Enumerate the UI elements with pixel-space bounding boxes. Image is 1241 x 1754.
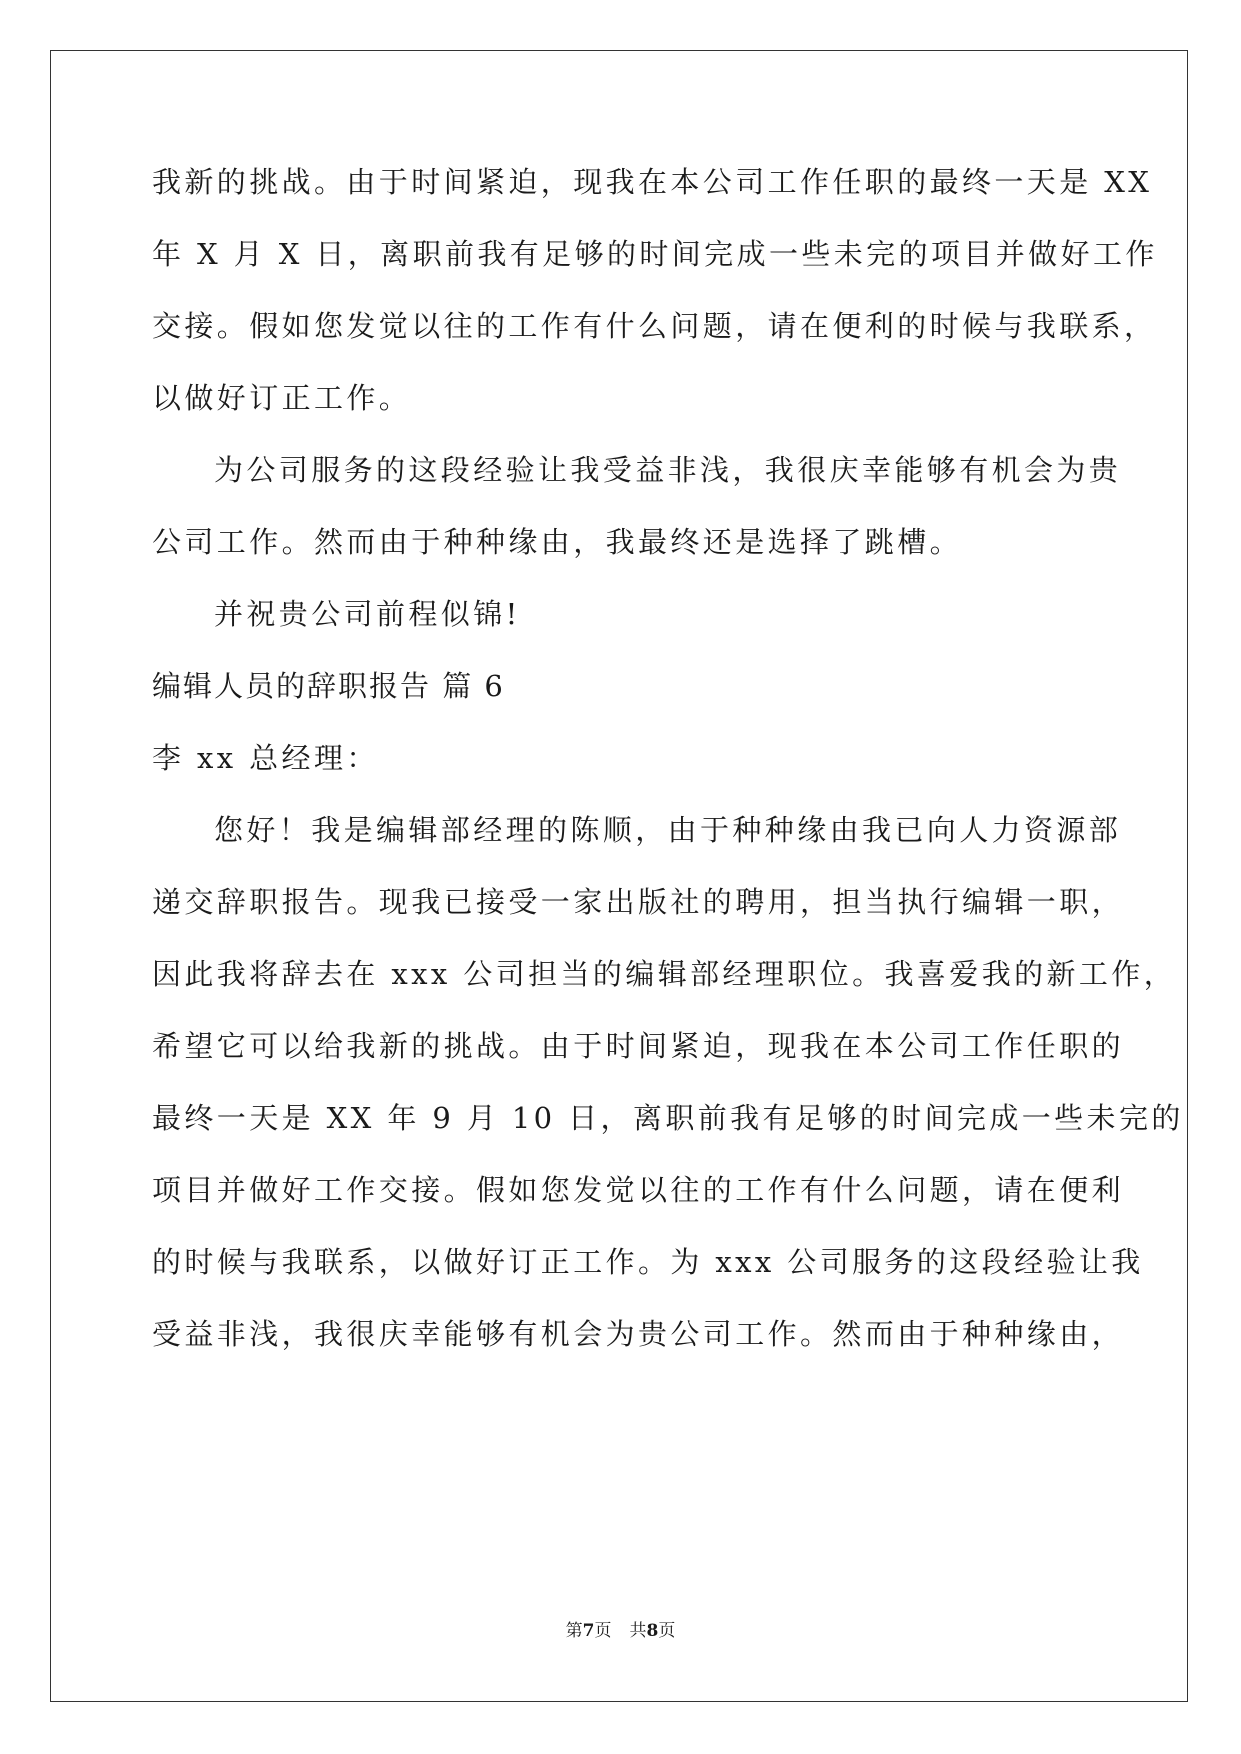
paragraph-first-line: 您好！我是编辑部经理的陈顺，由于种种缘由我已向人力资源部: [214, 813, 1122, 847]
text-line: 的时候与我联系，以做好订正工作。为 xxx 公司服务的这段经验让我: [152, 1245, 1144, 1279]
page-suffix: 页: [594, 1621, 612, 1641]
current-page-number: 7: [582, 1621, 595, 1641]
page-border: [50, 50, 1188, 1702]
text-line: 以做好订正工作。: [152, 381, 412, 415]
text-line: 因此我将辞去在 xxx 公司担当的编辑部经理职位。我喜爱我的新工作，: [152, 957, 1177, 991]
total-prefix: 共: [629, 1621, 647, 1641]
total-suffix: 页: [658, 1621, 676, 1641]
section-heading: 编辑人员的辞职报告 篇 6: [152, 669, 505, 703]
page-number-footer: [0, 1619, 1241, 1643]
text-line: 年 X 月 X 日，离职前我有足够的时间完成一些未完的项目并做好工作: [152, 237, 1158, 271]
text-line: 希望它可以给我新的挑战。由于时间紧迫，现我在本公司工作任职的: [152, 1029, 1125, 1063]
text-line: 项目并做好工作交接。假如您发觉以往的工作有什么问题，请在便利: [152, 1173, 1125, 1207]
text-line: 交接。假如您发觉以往的工作有什么问题，请在便利的时候与我联系，: [152, 309, 1157, 343]
closing-wish: 并祝贵公司前程似锦!: [214, 597, 521, 631]
text-line: 我新的挑战。由于时间紧迫，现我在本公司工作任职的最终一天是 XX: [152, 165, 1153, 199]
text-line: 公司工作。然而由于种种缘由，我最终还是选择了跳槽。: [152, 525, 963, 559]
total-page-number: 8: [646, 1621, 659, 1641]
paragraph-first-line: 为公司服务的这段经验让我受益非浅，我很庆幸能够有机会为贵: [214, 453, 1122, 487]
page-prefix: 第: [565, 1621, 583, 1641]
text-line: 受益非浅，我很庆幸能够有机会为贵公司工作。然而由于种种缘由，: [152, 1317, 1125, 1351]
text-line: 递交辞职报告。现我已接受一家出版社的聘用，担当执行编辑一职，: [152, 885, 1125, 919]
salutation: 李 xx 总经理：: [152, 741, 379, 775]
text-line: 最终一天是 XX 年 9 月 10 日，离职前我有足够的时间完成一些未完的: [152, 1101, 1184, 1135]
